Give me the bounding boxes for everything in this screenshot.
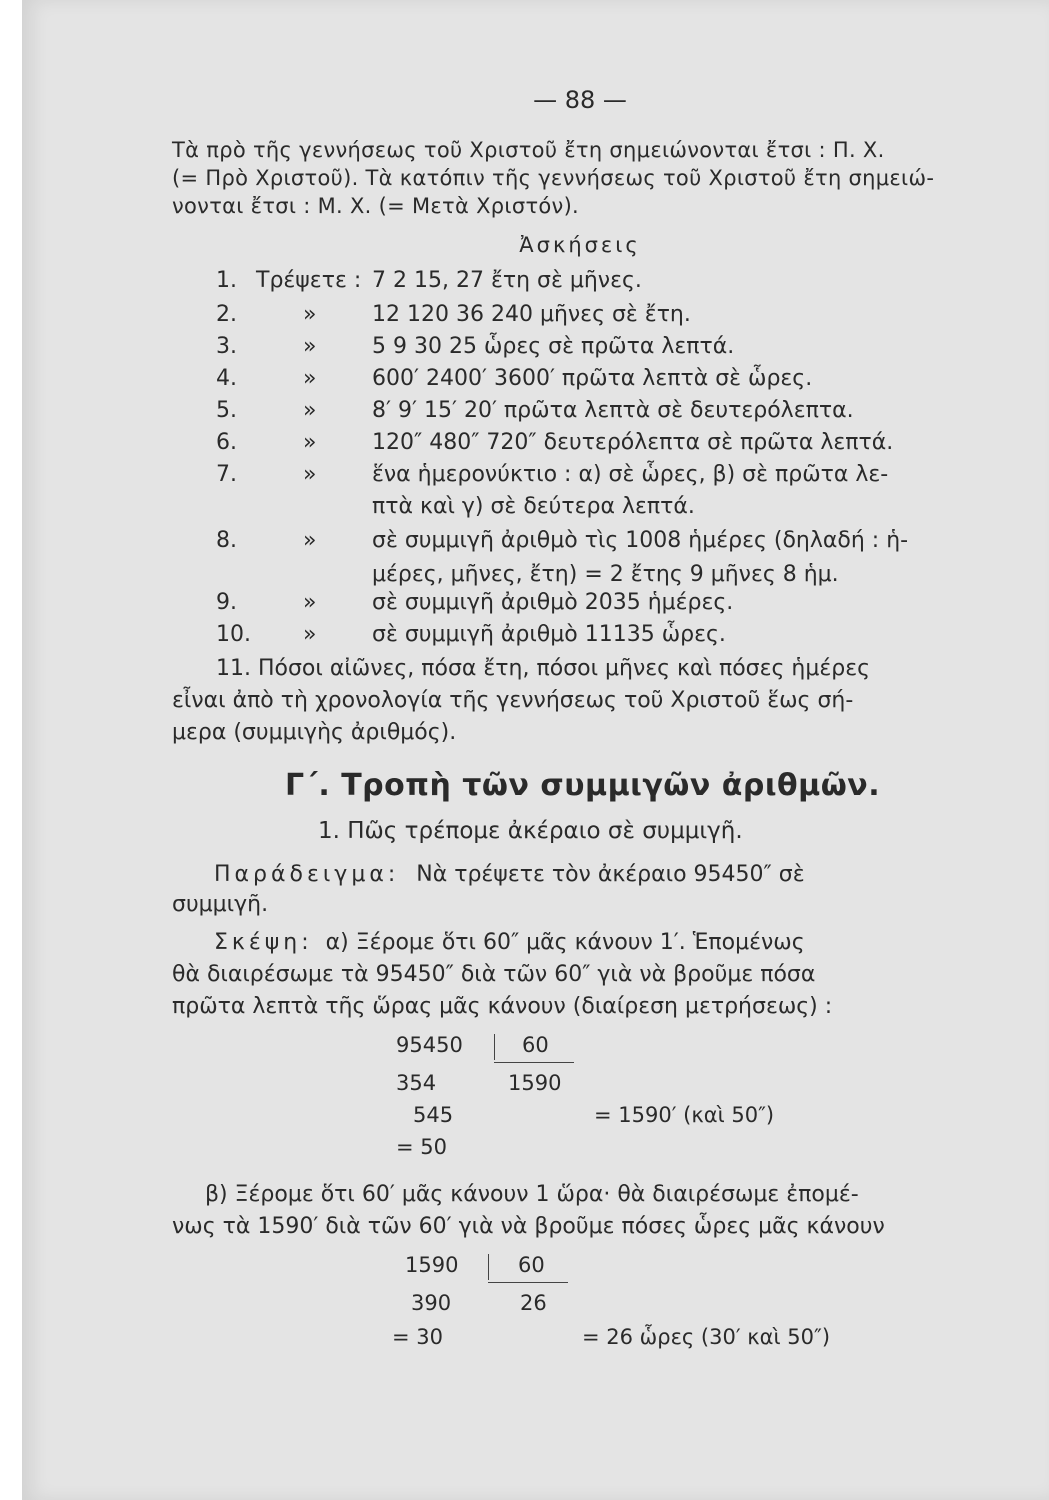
ditto-mark: » bbox=[303, 334, 317, 359]
thought-line-1 bbox=[214, 928, 805, 958]
ditto-mark: » bbox=[303, 366, 317, 391]
division1-step1: 354 bbox=[396, 1071, 437, 1095]
ditto-mark: » bbox=[303, 462, 317, 487]
example-label: Παράδειγμα: bbox=[214, 862, 400, 887]
exercise-text-continued: μέρες, μῆνες, ἔτη) = 2 ἔτης 9 μῆνες 8 ἡμ. bbox=[372, 562, 839, 587]
exercise-number: 7. bbox=[216, 462, 237, 487]
exercise-number: 10. bbox=[216, 622, 251, 647]
exercise-number: 1. bbox=[216, 268, 237, 293]
page-number: — 88 — bbox=[533, 86, 627, 114]
exercise-label: Τρέψετε : bbox=[256, 268, 362, 293]
exercise-text-continued: πτὰ καὶ γ) σὲ δεύτερα λεπτά. bbox=[372, 494, 695, 519]
division1-rule bbox=[494, 1062, 574, 1063]
division2-quotient: 26 bbox=[520, 1291, 547, 1315]
division1-divisor: 60 bbox=[522, 1033, 549, 1057]
division1-step2: 545 bbox=[413, 1103, 454, 1127]
thought-line-2: θὰ διαιρέσωμε τὰ 95450″ διὰ τῶν 60″ γιὰ νὰ βροῦμε πόσα bbox=[172, 962, 816, 987]
division1-remainder: = 50 bbox=[396, 1135, 447, 1159]
division1-quotient: 1590 bbox=[508, 1071, 562, 1095]
exercise-11-line-2: εἶναι ἀπὸ τὴ χρονολογία τῆς γεννήσεως τοῦ Χριστοῦ ἕως σή- bbox=[172, 688, 854, 713]
exercise-text: 120″ 480″ 720″ δευτερόλεπτα σὲ πρῶτα λεπτά. bbox=[372, 430, 894, 455]
example-line-2: συμμιγῆ. bbox=[172, 892, 269, 917]
division2-result: = 26 ὧρες (30′ καὶ 50″) bbox=[582, 1325, 831, 1349]
thought-label: Σκέψη: bbox=[214, 930, 313, 955]
exercise-number: 2. bbox=[216, 302, 237, 327]
exercise-11-line-1: 11. Πόσοι αἰῶνες, πόσα ἔτη, πόσοι μῆνες καὶ πόσες ἡμέρες bbox=[216, 656, 871, 681]
thought-text: α) Ξέρομε ὅτι 60″ μᾶς κάνουν 1′. Ἑπομένως bbox=[325, 930, 805, 955]
part-b-line-1: β) Ξέρομε ὅτι 60′ μᾶς κάνουν 1 ὥρα· θὰ διαιρέσωμε ἐπομέ- bbox=[205, 1182, 859, 1207]
division2-rule bbox=[488, 1282, 568, 1283]
division2-dividend: 1590 bbox=[405, 1253, 459, 1277]
ditto-mark: » bbox=[303, 430, 317, 455]
exercise-number: 5. bbox=[216, 398, 237, 423]
part-b-line-2: νως τὰ 1590′ διὰ τῶν 60′ γιὰ νὰ βροῦμε πόσες ὧρες μᾶς κάνουν bbox=[172, 1214, 885, 1239]
example-line-1 bbox=[214, 860, 805, 890]
ditto-mark: » bbox=[303, 590, 317, 615]
division1-result: = 1590′ (καὶ 50″) bbox=[594, 1103, 775, 1127]
exercise-text: 600′ 2400′ 3600′ πρῶτα λεπτὰ σὲ ὧρες. bbox=[372, 366, 813, 391]
exercise-text: 8′ 9′ 15′ 20′ πρῶτα λεπτὰ σὲ δευτερόλεπτα. bbox=[372, 398, 854, 423]
example-text: Νὰ τρέψετε τὸν ἀκέραιο 95450″ σὲ bbox=[416, 862, 805, 887]
exercise-number: 4. bbox=[216, 366, 237, 391]
intro-line-1: Τὰ πρὸ τῆς γεννήσεως τοῦ Χριστοῦ ἔτη σημειώνονται ἔτσι : Π. Χ. bbox=[172, 138, 885, 162]
ditto-mark: » bbox=[303, 622, 317, 647]
exercise-number: 8. bbox=[216, 528, 237, 553]
exercise-text: 12 120 36 240 μῆνες σὲ ἔτη. bbox=[372, 302, 691, 327]
exercises-title: Ἀσκήσεις bbox=[519, 233, 641, 257]
thought-line-3: πρῶτα λεπτὰ τῆς ὥρας μᾶς κάνουν (διαίρεση μετρήσεως) : bbox=[172, 994, 833, 1019]
exercise-text: σὲ συμμιγῆ ἀριθμὸ 2035 ἡμέρες. bbox=[372, 590, 734, 615]
exercise-number: 9. bbox=[216, 590, 237, 615]
exercise-text: σὲ συμμιγῆ ἀριθμὸ τὶς 1008 ἡμέρες (δηλαδή : ἡ- bbox=[372, 528, 909, 553]
intro-line-2: (= Πρὸ Χριστοῦ). Τὰ κατόπιν τῆς γεννήσεως τοῦ Χριστοῦ ἔτη σημειώ- bbox=[172, 166, 935, 190]
ditto-mark: » bbox=[303, 528, 317, 553]
exercise-number: 3. bbox=[216, 334, 237, 359]
exercise-11-line-3: μερα (συμμιγὴς ἀριθμός). bbox=[172, 720, 457, 745]
division2-remainder: = 30 bbox=[392, 1325, 443, 1349]
section-title: Γ΄. Τροπὴ τῶν συμμιγῶν ἀριθμῶν. bbox=[285, 768, 881, 803]
division1-bar bbox=[494, 1034, 495, 1060]
division1-dividend: 95450 bbox=[396, 1033, 463, 1057]
exercise-text: 5 9 30 25 ὧρες σὲ πρῶτα λεπτά. bbox=[372, 334, 735, 359]
division2-divisor: 60 bbox=[518, 1253, 545, 1277]
exercise-text: σὲ συμμιγῆ ἀριθμὸ 11135 ὧρες. bbox=[372, 622, 726, 647]
exercise-number: 6. bbox=[216, 430, 237, 455]
exercise-text: 7 2 15, 27 ἔτη σὲ μῆνες. bbox=[372, 268, 642, 293]
ditto-mark: » bbox=[303, 398, 317, 423]
ditto-mark: » bbox=[303, 302, 317, 327]
division2-bar bbox=[488, 1254, 489, 1280]
intro-line-3: νονται ἔτσι : Μ. Χ. (= Μετὰ Χριστόν). bbox=[172, 194, 580, 218]
exercise-text: ἕνα ἡμερονύκτιο : α) σὲ ὧρες, β) σὲ πρῶτα λε- bbox=[372, 462, 889, 487]
section-subtitle: 1. Πῶς τρέπομε ἀκέραιο σὲ συμμιγῆ. bbox=[318, 818, 743, 844]
division2-step1: 390 bbox=[411, 1291, 452, 1315]
